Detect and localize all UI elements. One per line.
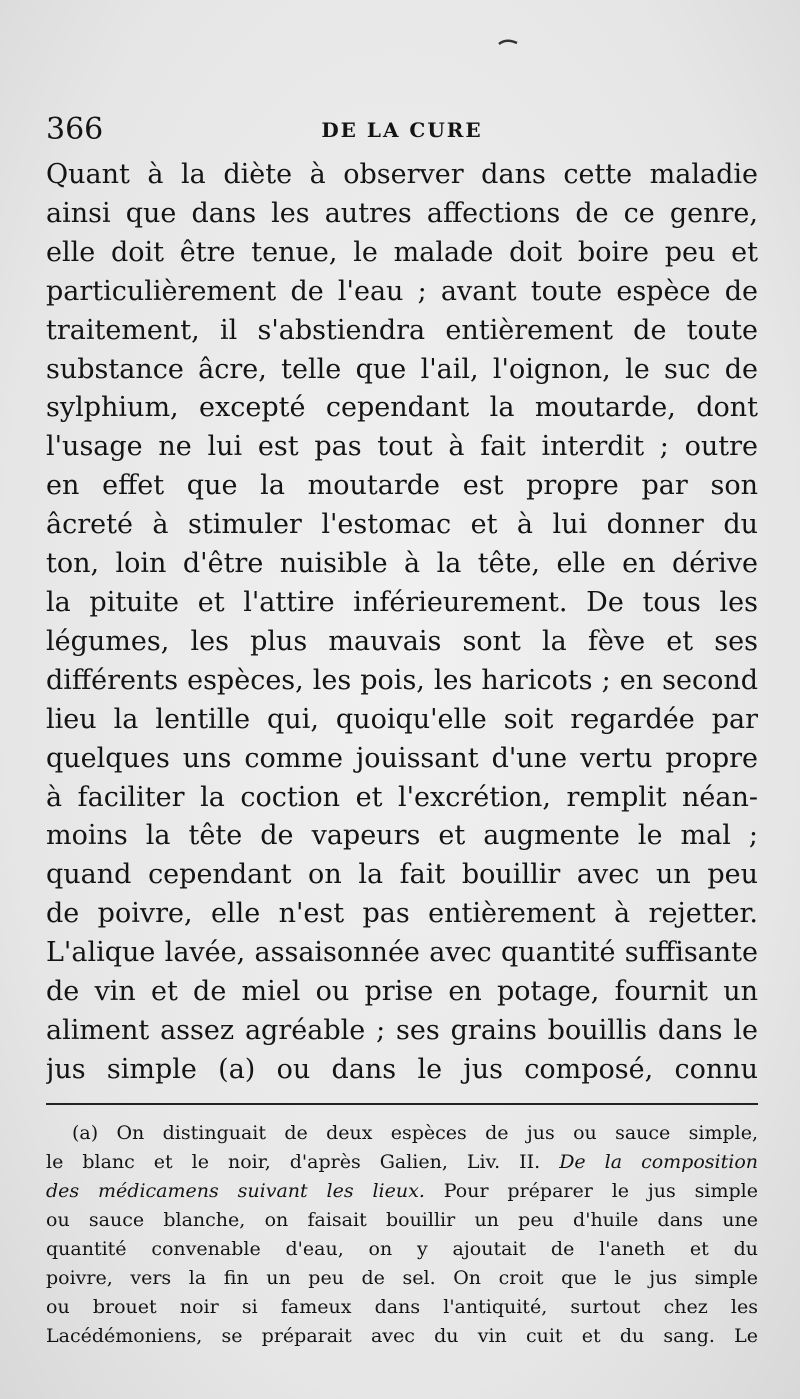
running-title: DE LA CURE <box>321 118 483 142</box>
footnote-rule <box>46 1103 758 1105</box>
body-line: quelques uns comme jouissant d'une vertu propre <box>46 742 758 774</box>
footnote-text: ou brouet noir si fameux dans l'antiquité, surtout chez les <box>46 1296 758 1318</box>
body-line: à faciliter la coction et l'excrétion, remplit néan- <box>46 781 758 813</box>
footnote-line <box>46 1235 758 1264</box>
body-line: la pituite et l'attire inférieurement. De tous les <box>46 586 758 618</box>
footnote-text: poivre, vers la fin un peu de sel. On croit que le jus simple <box>46 1267 758 1289</box>
footnote-line <box>46 1264 758 1293</box>
footnote-italic-text: De la composition <box>559 1151 758 1173</box>
body-line: quand cependant on la fait bouillir avec un peu <box>46 859 758 891</box>
body-line: Quant à la diète à observer dans cette maladie <box>46 159 758 190</box>
page-number: 366 <box>46 112 104 147</box>
body-text <box>46 156 758 1090</box>
body-line: âcreté à stimuler l'estomac et à lui donner du <box>46 509 758 541</box>
footnote-text: Pour préparer le jus simple <box>424 1180 758 1202</box>
body-line: aliment assez agréable ; ses grains bouillis dans le <box>46 1014 758 1046</box>
body-line: L'alique lavée, assaisonnée avec quantité suffisante <box>46 937 758 969</box>
body-line: particulièrement de l'eau ; avant toute espèce de <box>46 275 758 307</box>
footnote <box>46 1119 758 1351</box>
body-line: de poivre, elle n'est pas entièrement à rejetter. <box>46 898 758 930</box>
footnote-text: quantité convenable d'eau, on y ajoutait de l'aneth et du <box>46 1238 758 1260</box>
footnote-line <box>46 1293 758 1322</box>
body-line: traitement, il s'abstiendra entièrement de toute <box>46 314 758 346</box>
body-line: légumes, les plus mauvais sont la fève et ses <box>46 625 758 657</box>
body-line: différents espèces, les pois, les haricots ; en second <box>46 664 758 696</box>
body-line: en effet que la moutarde est propre par son <box>46 470 758 502</box>
body-line: moins la tête de vapeurs et augmente le mal ; <box>46 820 758 852</box>
footnote-text: Lacédémoniens, se préparait avec du vin cuit et du sang. Le <box>46 1325 758 1347</box>
body-line: ainsi que dans les autres affections de ce genre, <box>46 197 758 229</box>
ink-mark-icon <box>498 38 518 46</box>
body-line: substance âcre, telle que l'ail, l'oignon, le suc de <box>46 353 758 385</box>
footnote-text: ou sauce blanche, on faisait bouillir un peu d'huile dans une <box>46 1209 758 1231</box>
footnote-line <box>46 1177 758 1206</box>
footnote-line <box>46 1322 758 1351</box>
body-line: ton, loin d'être nuisible à la tête, elle en dérive <box>46 548 758 580</box>
body-line: de vin et de miel ou prise en potage, fournit un <box>46 976 758 1008</box>
body-line: l'usage ne lui est pas tout à fait interdit ; outre <box>46 431 758 463</box>
body-line: lieu la lentille qui, quoiqu'elle soit regardée par <box>46 703 758 735</box>
footnote-line <box>46 1206 758 1235</box>
body-line: sylphium, excepté cependant la moutarde, dont <box>46 392 758 424</box>
body-line: elle doit être tenue, le malade doit boire peu et <box>46 236 758 268</box>
footnote-text: (a) On distinguait de deux espèces de jus ou sauce simple, <box>72 1122 758 1144</box>
footnote-line <box>46 1119 758 1148</box>
page-header <box>46 108 758 152</box>
footnote-text: le blanc et le noir, d'après Galien, Liv. II. <box>46 1151 560 1173</box>
body-line: jus simple (a) ou dans le jus composé, connu <box>46 1053 758 1085</box>
footnote-italic-text: des médicamens suivant les lieux. <box>46 1180 425 1202</box>
footnote-line <box>46 1148 758 1177</box>
